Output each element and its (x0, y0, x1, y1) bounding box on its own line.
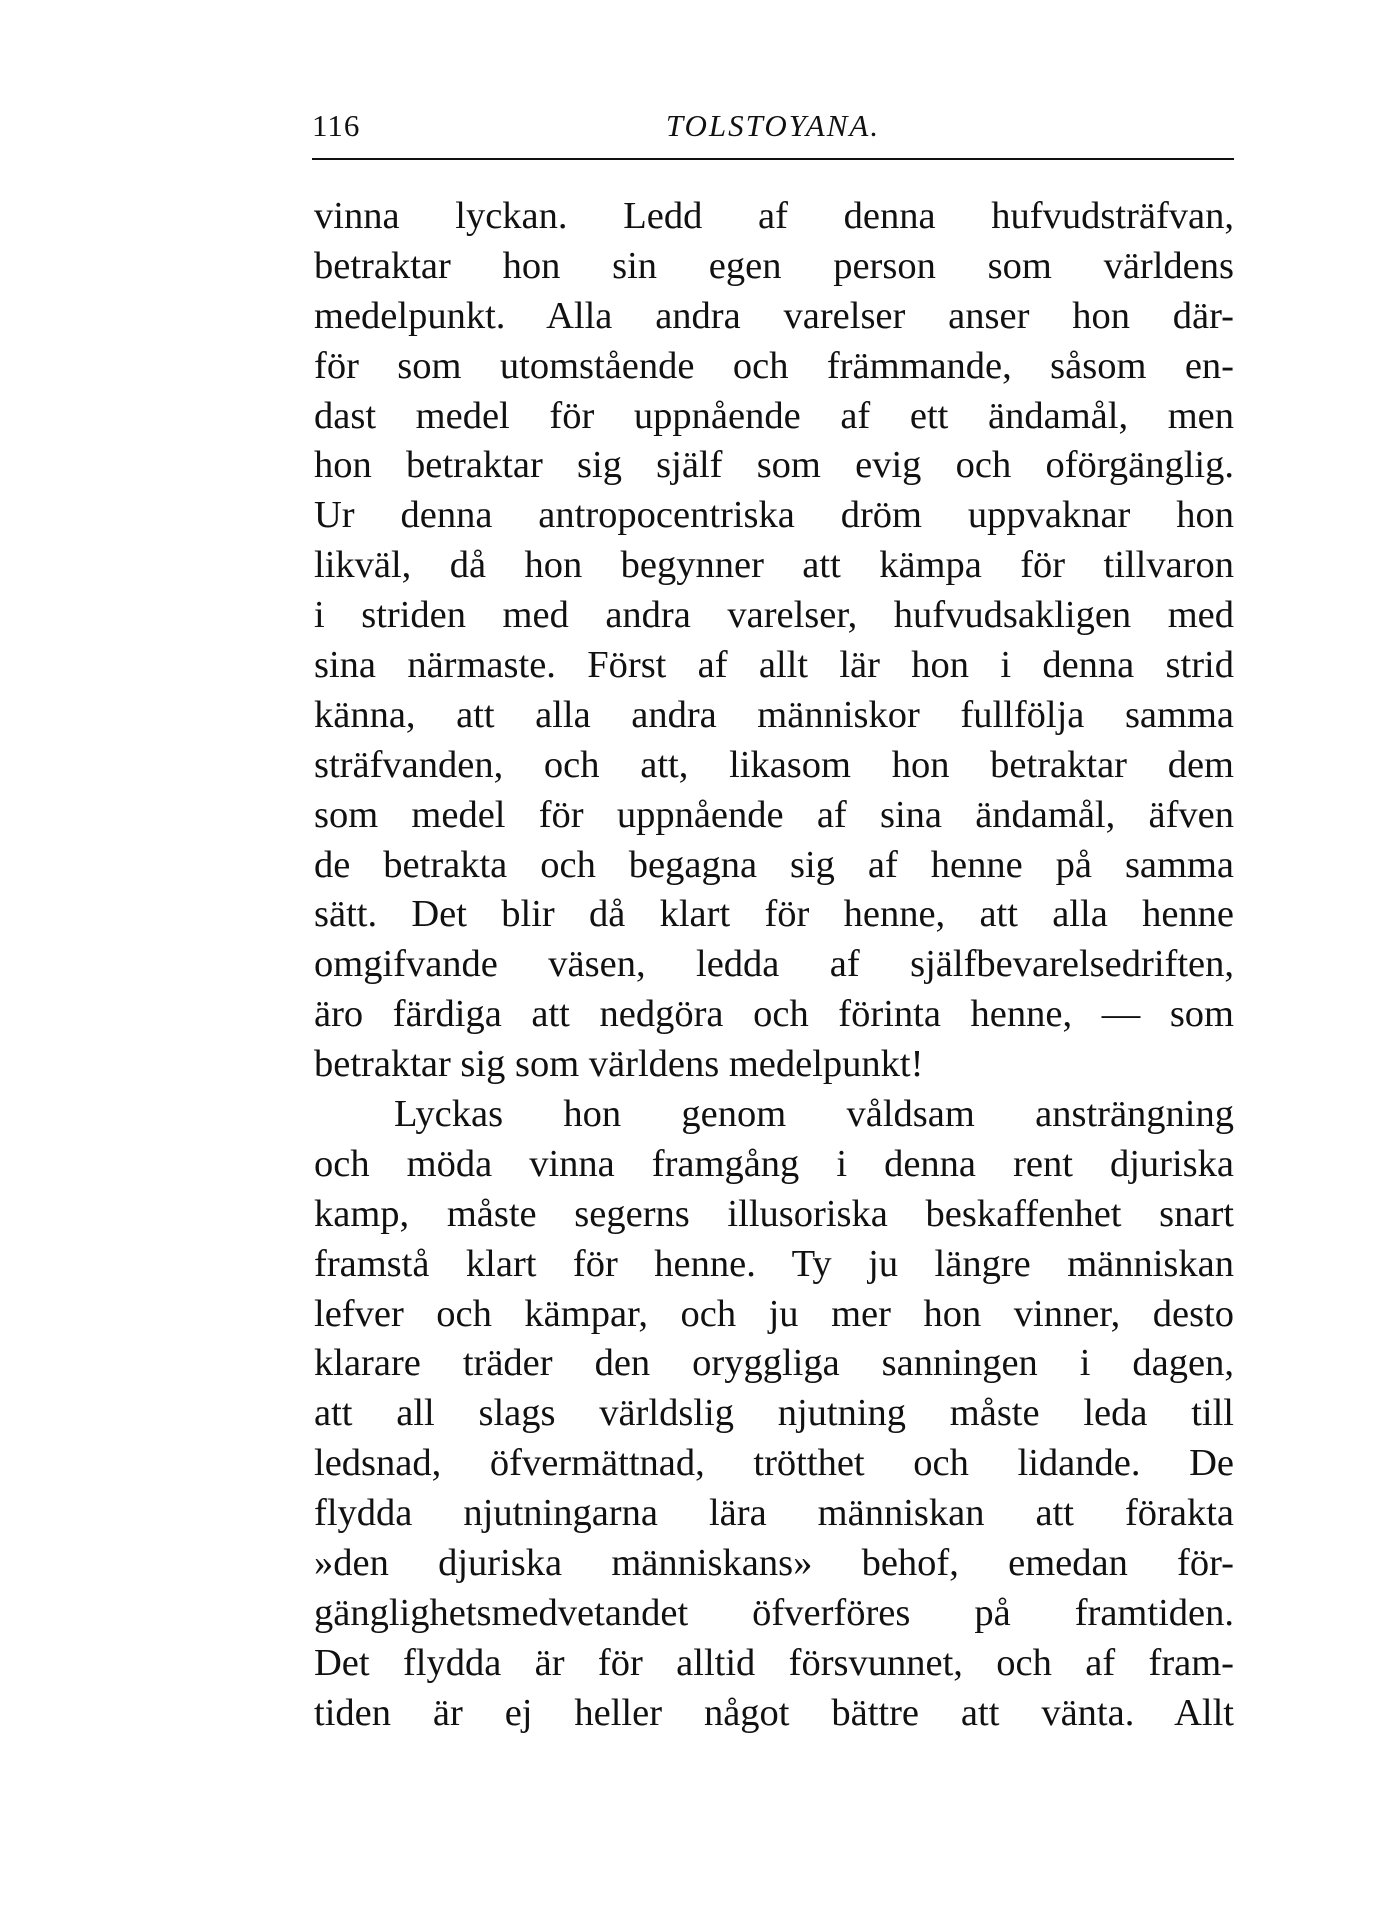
text-line: flydda njutningarna lära människan att förakta (314, 1492, 1234, 1535)
text-line: Det flydda är för alltid försvunnet, och af fram- (314, 1641, 1234, 1684)
text-line: sätt. Det blir då klart för henne, att alla henne (314, 893, 1234, 936)
running-title: TOLSTOYANA. (665, 108, 881, 143)
text-line: att all slags världslig njutning måste leda till (314, 1392, 1234, 1435)
text-line: för som utomstående och främmande, såsom en- (314, 344, 1234, 387)
text-line: hon betraktar sig själf som evig och oförgänglig. (314, 444, 1234, 487)
text-line: tiden är ej heller något bättre att vänta. Allt (314, 1691, 1234, 1734)
text-line: ledsnad, öfvermättnad, trötthet och lidande. De (314, 1442, 1234, 1485)
body-text (314, 192, 1234, 1739)
text-line: och möda vinna framgång i denna rent djuriska (314, 1142, 1234, 1185)
text-line: äro färdiga att nedgöra och förinta henne, — som (314, 993, 1234, 1036)
text-line: »den djuriska människans» behof, emedan för- (314, 1542, 1234, 1585)
text-line: framstå klart för henne. Ty ju längre människan (314, 1242, 1234, 1285)
text-line: Ur denna antropocentriska dröm uppvaknar hon (314, 494, 1234, 537)
text-line: känna, att alla andra människor fullfölja samma (314, 693, 1234, 736)
text-line: sträfvanden, och att, likasom hon betraktar dem (314, 743, 1234, 786)
text-line: medelpunkt. Alla andra varelser anser hon där- (314, 294, 1234, 337)
page-number: 116 (312, 108, 361, 143)
text-line: dast medel för uppnående af ett ändamål, men (314, 394, 1234, 437)
text-line: betraktar hon sin egen person som världens (314, 244, 1234, 287)
text-line: lefver och kämpar, och ju mer hon vinner, desto (314, 1292, 1234, 1335)
header-rule (312, 158, 1234, 160)
paragraph-start-line: Lyckas hon genom våldsam ansträngning (394, 1093, 1234, 1136)
paragraph-end-line: betraktar sig som världens medelpunkt! (314, 1043, 924, 1086)
running-head (312, 100, 1234, 152)
text-line: vinna lyckan. Ledd af denna hufvudsträfvan, (314, 195, 1234, 237)
text-line: i striden med andra varelser, hufvudsakligen med (314, 594, 1234, 637)
text-line: omgifvande väsen, ledda af själfbevarelsedriften, (314, 943, 1234, 986)
text-line: likväl, då hon begynner att kämpa för tillvaron (314, 544, 1234, 587)
text-line: de betrakta och begagna sig af henne på samma (314, 843, 1234, 886)
text-line: klarare träder den oryggliga sanningen i dagen, (314, 1342, 1234, 1385)
text-line: kamp, måste segerns illusoriska beskaffenhet snart (314, 1192, 1234, 1235)
text-line: gänglighetsmedvetandet öfverföres på framtiden. (314, 1591, 1234, 1634)
text-line: sina närmaste. Först af allt lär hon i denna strid (314, 644, 1234, 687)
text-line: som medel för uppnående af sina ändamål, äfven (314, 793, 1234, 836)
